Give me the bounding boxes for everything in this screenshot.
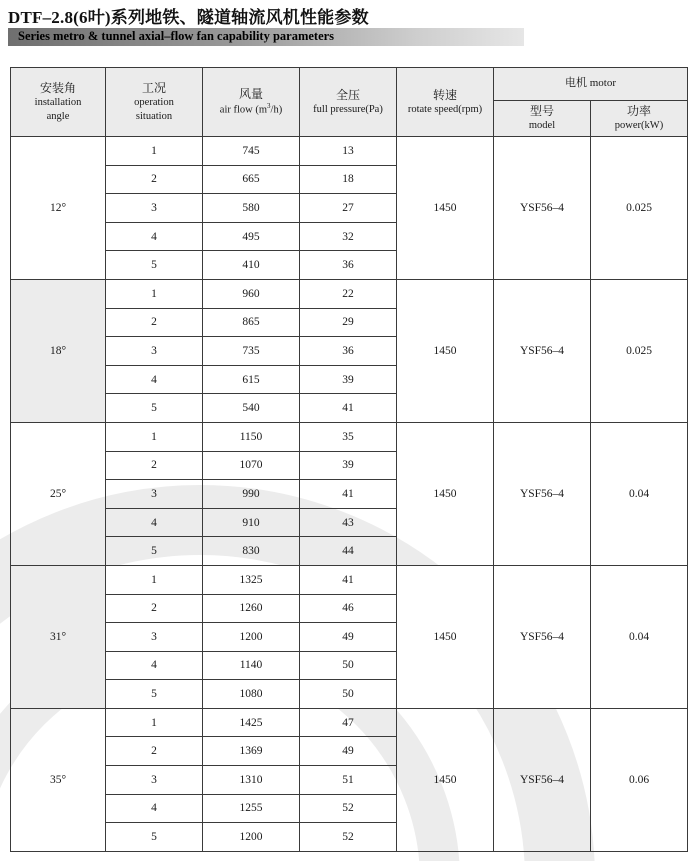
cell-air-flow: 735	[203, 337, 300, 366]
cell-rotate-speed: 1450	[397, 137, 494, 280]
cell-full-pressure: 41	[300, 480, 397, 509]
header-installation-angle: 安装角 installation angle	[11, 68, 106, 137]
cell-air-flow: 1200	[203, 823, 300, 852]
cell-air-flow: 1080	[203, 680, 300, 709]
cell-air-flow: 830	[203, 537, 300, 566]
cell-operation-situation: 5	[106, 537, 203, 566]
cell-full-pressure: 29	[300, 308, 397, 337]
cell-installation-angle: 31°	[11, 565, 106, 708]
cell-air-flow: 615	[203, 365, 300, 394]
cell-full-pressure: 46	[300, 594, 397, 623]
cell-operation-situation: 3	[106, 194, 203, 223]
cell-motor-power: 0.04	[591, 422, 688, 565]
cell-motor-model: YSF56–4	[494, 422, 591, 565]
cell-full-pressure: 18	[300, 165, 397, 194]
cell-air-flow: 990	[203, 480, 300, 509]
cell-rotate-speed: 1450	[397, 279, 494, 422]
cell-full-pressure: 47	[300, 708, 397, 737]
cell-operation-situation: 3	[106, 766, 203, 795]
cell-full-pressure: 50	[300, 680, 397, 709]
header-rotate-speed: 转速 rotate speed(rpm)	[397, 68, 494, 137]
cell-full-pressure: 27	[300, 194, 397, 223]
cell-operation-situation: 2	[106, 594, 203, 623]
cell-air-flow: 1260	[203, 594, 300, 623]
cell-full-pressure: 32	[300, 222, 397, 251]
cell-operation-situation: 2	[106, 165, 203, 194]
cell-air-flow: 580	[203, 194, 300, 223]
cell-motor-model: YSF56–4	[494, 137, 591, 280]
header-power: 功率 power(kW)	[591, 101, 688, 137]
cell-air-flow: 1255	[203, 794, 300, 823]
page-subtitle: Series metro & tunnel axial–flow fan capability parameters	[18, 29, 335, 43]
cell-motor-power: 0.04	[591, 565, 688, 708]
cell-full-pressure: 43	[300, 508, 397, 537]
cell-air-flow: 1325	[203, 565, 300, 594]
cell-full-pressure: 22	[300, 279, 397, 308]
cell-operation-situation: 2	[106, 737, 203, 766]
cell-motor-model: YSF56–4	[494, 708, 591, 851]
cell-full-pressure: 35	[300, 422, 397, 451]
table-row	[11, 137, 688, 166]
cell-air-flow: 745	[203, 137, 300, 166]
table-row	[11, 279, 688, 308]
cell-full-pressure: 39	[300, 365, 397, 394]
cell-air-flow: 1200	[203, 623, 300, 652]
cell-air-flow: 910	[203, 508, 300, 537]
cell-full-pressure: 41	[300, 565, 397, 594]
cell-operation-situation: 5	[106, 823, 203, 852]
cell-air-flow: 1425	[203, 708, 300, 737]
cell-operation-situation: 3	[106, 623, 203, 652]
cell-air-flow: 1310	[203, 766, 300, 795]
header-air-flow: 风量 air flow $(m^3/h)$	[203, 68, 300, 137]
cell-operation-situation: 2	[106, 308, 203, 337]
cell-air-flow: 1369	[203, 737, 300, 766]
cell-motor-model: YSF56–4	[494, 565, 591, 708]
cell-operation-situation: 1	[106, 422, 203, 451]
cell-air-flow: 1070	[203, 451, 300, 480]
cell-full-pressure: 50	[300, 651, 397, 680]
cell-operation-situation: 1	[106, 137, 203, 166]
table-row	[11, 708, 688, 737]
cell-operation-situation: 1	[106, 708, 203, 737]
cell-operation-situation: 2	[106, 451, 203, 480]
header-full-pressure: 全压 full pressure(Pa)	[300, 68, 397, 137]
cell-operation-situation: 4	[106, 222, 203, 251]
cell-rotate-speed: 1450	[397, 422, 494, 565]
cell-motor-power: 0.025	[591, 279, 688, 422]
cell-full-pressure: 39	[300, 451, 397, 480]
performance-table	[10, 67, 688, 852]
cell-full-pressure: 52	[300, 794, 397, 823]
header-operation-situation: 工况 operation situation	[106, 68, 203, 137]
table-row	[11, 565, 688, 594]
cell-full-pressure: 36	[300, 337, 397, 366]
cell-operation-situation: 5	[106, 251, 203, 280]
cell-full-pressure: 51	[300, 766, 397, 795]
cell-rotate-speed: 1450	[397, 565, 494, 708]
table-body	[11, 137, 688, 852]
cell-rotate-speed: 1450	[397, 708, 494, 851]
cell-motor-power: 0.06	[591, 708, 688, 851]
cell-full-pressure: 49	[300, 737, 397, 766]
cell-installation-angle: 35°	[11, 708, 106, 851]
cell-air-flow: 665	[203, 165, 300, 194]
cell-installation-angle: 18°	[11, 279, 106, 422]
cell-installation-angle: 25°	[11, 422, 106, 565]
page-title: DTF–2.8(6叶)系列地铁、隧道轴流风机性能参数	[8, 8, 369, 27]
cell-operation-situation: 4	[106, 365, 203, 394]
header-motor: 电机 motor	[494, 68, 688, 101]
cell-operation-situation: 5	[106, 394, 203, 423]
cell-air-flow: 540	[203, 394, 300, 423]
cell-full-pressure: 44	[300, 537, 397, 566]
cell-operation-situation: 4	[106, 794, 203, 823]
cell-air-flow: 1140	[203, 651, 300, 680]
cell-motor-model: YSF56–4	[494, 279, 591, 422]
cell-air-flow: 865	[203, 308, 300, 337]
cell-air-flow: 1150	[203, 422, 300, 451]
cell-full-pressure: 36	[300, 251, 397, 280]
cell-operation-situation: 3	[106, 337, 203, 366]
cell-full-pressure: 49	[300, 623, 397, 652]
cell-full-pressure: 13	[300, 137, 397, 166]
cell-operation-situation: 1	[106, 279, 203, 308]
cell-air-flow: 495	[203, 222, 300, 251]
cell-motor-power: 0.025	[591, 137, 688, 280]
cell-full-pressure: 52	[300, 823, 397, 852]
cell-operation-situation: 4	[106, 508, 203, 537]
cell-operation-situation: 4	[106, 651, 203, 680]
cell-operation-situation: 5	[106, 680, 203, 709]
table-row	[11, 422, 688, 451]
cell-full-pressure: 41	[300, 394, 397, 423]
cell-air-flow: 960	[203, 279, 300, 308]
cell-air-flow: 410	[203, 251, 300, 280]
cell-operation-situation: 1	[106, 565, 203, 594]
cell-installation-angle: 12°	[11, 137, 106, 280]
cell-operation-situation: 3	[106, 480, 203, 509]
header-model: 型号 model	[494, 101, 591, 137]
